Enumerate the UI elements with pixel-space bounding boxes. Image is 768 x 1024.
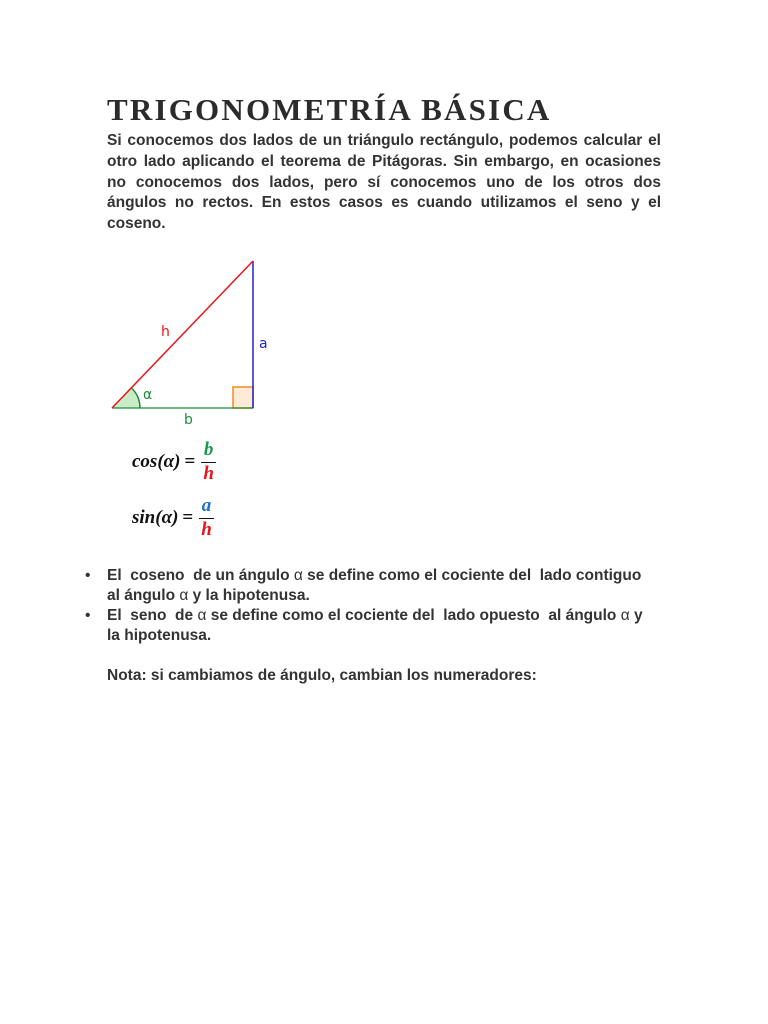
cos-equals: = — [184, 451, 196, 472]
bullet-icon: • — [85, 567, 91, 584]
seno-text-end: y la hipotenusa. — [107, 607, 647, 644]
cos-denominator: h — [203, 463, 214, 484]
sin-formula — [132, 493, 214, 543]
bullet-icon: • — [85, 607, 91, 624]
page-title: TRIGONOMETRÍA BÁSICA — [107, 92, 552, 127]
label-alpha: α — [143, 387, 153, 403]
intro-paragraph: Si conocemos dos lados de un triángulo rectángulo, podemos calcular el otro lado aplicando el teorema de Pitágoras. Sin embargo, en ocasiones no conocemos dos lados, pero sí conocemos uno de los otros dos ángulos no rectos. En estos casos es cuando utilizamos el seno y el coseno. — [107, 132, 661, 233]
sin-lhs: sin(α) — [132, 507, 179, 528]
seno-text-start: El seno de — [107, 607, 198, 624]
sin-fraction — [199, 496, 214, 540]
angle-alpha-sector — [112, 388, 140, 408]
label-a: a — [259, 336, 268, 352]
alpha-symbol: α — [620, 607, 630, 624]
list-item-coseno — [85, 566, 650, 606]
definition-list — [85, 566, 650, 646]
sin-equals: = — [182, 507, 194, 528]
alpha-symbol: α — [293, 567, 303, 584]
cos-fraction — [201, 440, 216, 484]
label-b: b — [184, 412, 193, 428]
nota-text: Nota: si cambiamos de ángulo, cambian los numeradores: — [107, 667, 537, 684]
label-h: h — [161, 324, 170, 340]
list-item-seno — [85, 606, 645, 646]
right-angle-marker — [233, 387, 253, 408]
coseno-text-end: y la hipotenusa. — [188, 587, 310, 604]
cos-lhs: cos(α) — [132, 451, 181, 472]
hypotenuse-h — [112, 261, 253, 408]
alpha-symbol: α — [179, 587, 189, 604]
alpha-symbol: α — [197, 607, 207, 624]
seno-text-middle: se define como el cociente del lado opuesto al ángulo — [206, 607, 621, 624]
sin-denominator: h — [201, 519, 212, 540]
right-triangle-diagram — [100, 250, 290, 435]
coseno-text-middle: se define como el cociente del lado contiguo al ángulo — [107, 567, 650, 604]
sin-numerator: a — [201, 495, 212, 516]
coseno-text-start: El coseno de un ángulo — [107, 567, 294, 584]
cos-numerator: b — [203, 439, 214, 460]
cos-formula — [132, 437, 216, 487]
